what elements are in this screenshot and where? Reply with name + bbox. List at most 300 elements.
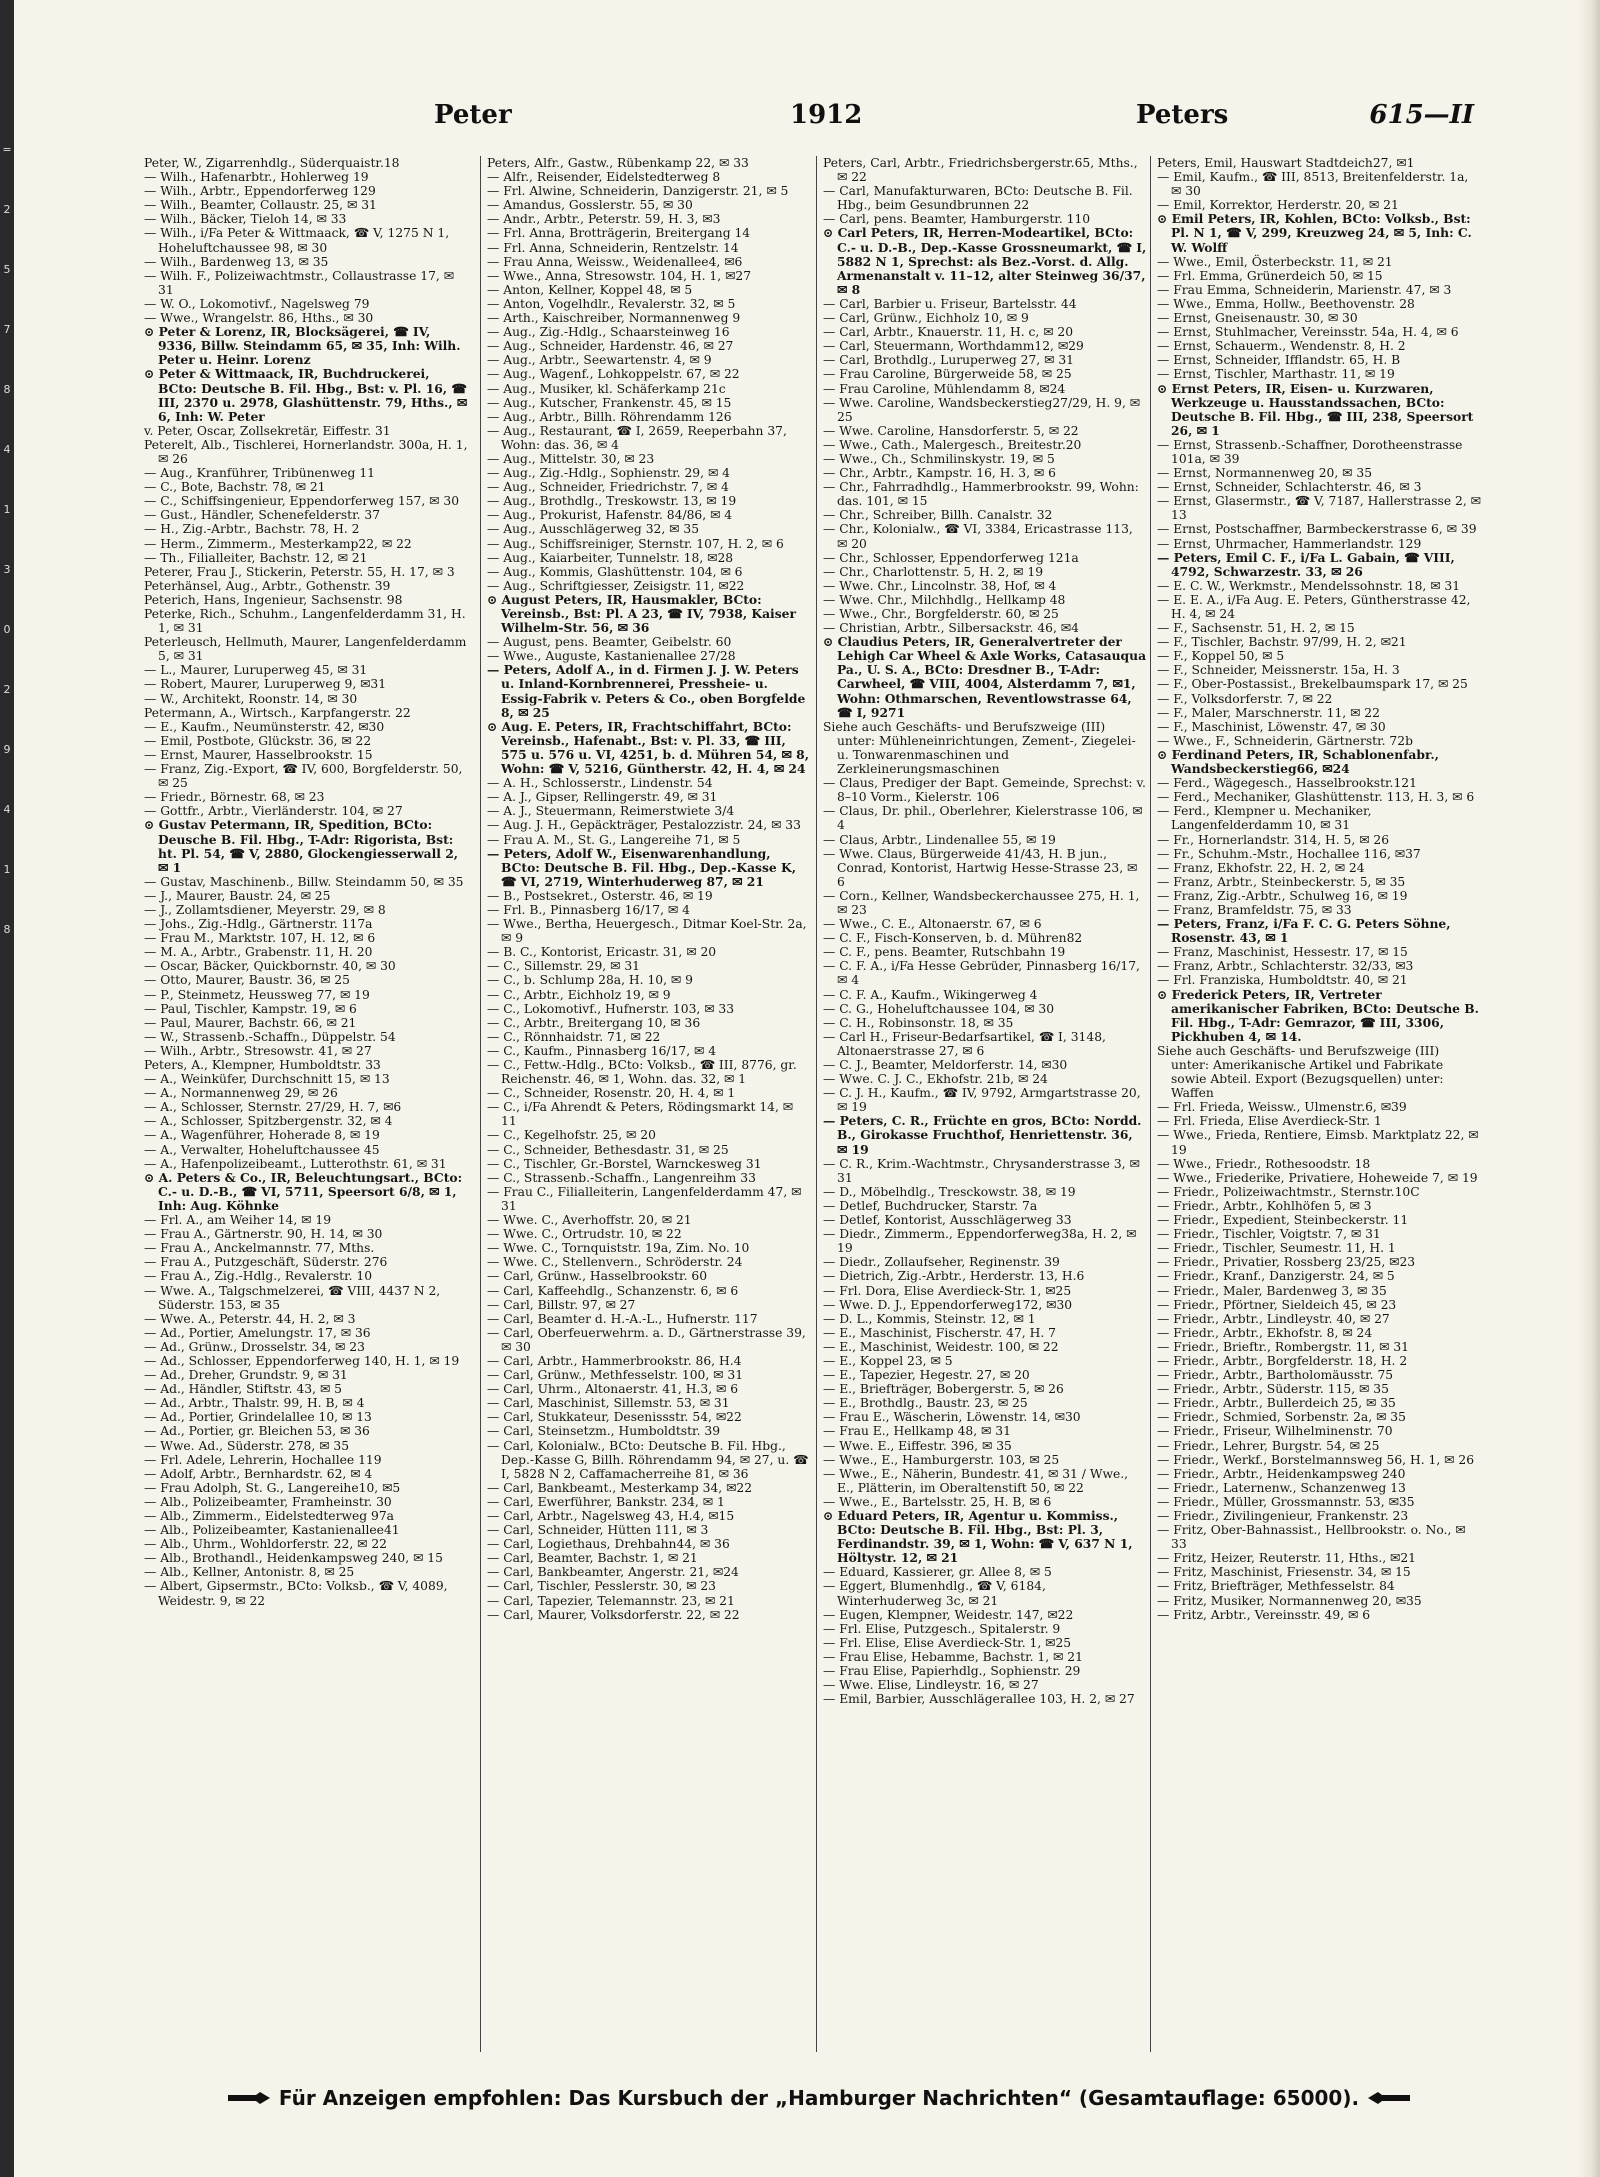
directory-entry: — Friedr., Arbtr., Heidenkampsweg 240 xyxy=(1157,1466,1406,1481)
directory-entry: — D. L., Kommis, Steinstr. 12, ✉ 1 xyxy=(823,1311,1036,1326)
directory-entry: — Frau A., Gärtnerstr. 90, H. 14, ✉ 30 xyxy=(144,1227,383,1242)
directory-entry: — Wwe. Chr., Milchhdlg., Hellkamp 48 xyxy=(823,592,1066,607)
directory-entry: — C., Sillemstr. 29, ✉ 31 xyxy=(487,959,640,974)
directory-entry: — A., Schlosser, Sternstr. 27/29, H. 7, ✉6 xyxy=(144,1100,402,1115)
directory-entry: — F., Maler, Marschnerstr. 11, ✉ 22 xyxy=(1157,705,1380,720)
directory-entry: — Carl, Tischler, Pesslerstr. 30, ✉ 23 xyxy=(487,1579,717,1594)
directory-entry: — E., Maschinist, Weidestr. 100, ✉ 22 xyxy=(823,1339,1059,1354)
directory-entry: — Frau E., Wäscherin, Löwenstr. 14, ✉30 xyxy=(823,1410,1081,1425)
firm-entry: ⊙ Ferdinand Peters, IR, Schablonenfabr., Wandsbeckerstieg66, ✉24 xyxy=(1157,746,1439,777)
directory-entry: — Wwe., Emma, Hollw., Beethovenstr. 28 xyxy=(1157,296,1415,311)
firm-entry: ⊙ Gustav Petermann, IR, Spedition, BCto: Deusche B. Fil. Hbg., T-Adr: Rigorista, Bst: ht. Pl. 54, ☎ V, 2880, Glockengiesserwall 2, ✉ 1 xyxy=(144,817,459,875)
directory-entry: — A., Weinküfer, Durchschnitt 15, ✉ 13 xyxy=(144,1072,390,1087)
directory-entry: — C., Schneider, Rosenstr. 20, H. 4, ✉ 1 xyxy=(487,1086,736,1101)
directory-entry: — C. F., pens. Beamter, Rutschbahn 19 xyxy=(823,945,1066,960)
directory-entry: — Friedr., Tischler, Voigtstr. 7, ✉ 31 xyxy=(1157,1227,1381,1242)
directory-entry: — Wwe., C. E., Altonaerstr. 67, ✉ 6 xyxy=(823,917,1042,932)
spine-mark: 2 xyxy=(3,683,11,696)
firm-entry: ⊙ Claudius Peters, IR, Generalvertreter der Lehigh Car Wheel & Axle Works, Catasauqua Pa., U. S. A., BCto: Dresdner B., T-Adr: Carwheel, ☎ VIII, 4004, Alsterdamm 7, ✉1, Wohn: Othmarschen, Reventlowstrasse 64, ☎ I, 9271 xyxy=(823,634,1147,720)
directory-entry: — Fritz, Maschinist, Friesenstr. 34, ✉ 15 xyxy=(1157,1565,1411,1580)
directory-entry: — Carl, pens. Beamter, Hamburgerstr. 110 xyxy=(823,212,1091,227)
directory-entry: — Wilh., Hafenarbtr., Hohlerweg 19 xyxy=(144,170,369,185)
directory-entry: — Wwe., Wrangelstr. 86, Hths., ✉ 30 xyxy=(144,311,374,326)
directory-entry: — L., Maurer, Luruperweg 45, ✉ 31 xyxy=(144,663,368,678)
directory-entry: — Carl, Ewerführer, Bankstr. 234, ✉ 1 xyxy=(487,1494,725,1509)
directory-entry: — Frl. Elise, Putzgesch., Spitalerstr. 9 xyxy=(823,1621,1061,1636)
directory-entry: — Friedr., Pförtner, Sieldeich 45, ✉ 23 xyxy=(1157,1297,1397,1312)
directory-entry: — A. J., Gipser, Rellingerstr. 49, ✉ 31 xyxy=(487,790,718,805)
footer-text: Für Anzeigen empfohlen: Das Kursbuch der „Hamburger Nachrichten“ (Gesamtauflage: 65000). xyxy=(278,2086,1360,2110)
directory-entry: — Frl. Franziska, Humboldtstr. 40, ✉ 21 xyxy=(1157,973,1408,988)
spine-mark: 2 xyxy=(3,203,11,216)
directory-entry: — Friedr., Zivilingenieur, Frankenstr. 23 xyxy=(1157,1509,1409,1523)
directory-entry: — Aug., Arbtr., Seewartenstr. 4, ✉ 9 xyxy=(487,353,712,368)
directory-entry: v. Peter, Oscar, Zollsekretär, Eiffestr. 31 xyxy=(144,423,391,438)
directory-entry: Peters, Emil, Hauswart Stadtdeich27, ✉1 xyxy=(1157,156,1415,170)
directory-entry: — E. C. W., Werkmstr., Mendelssohnstr. 18, ✉ 31 xyxy=(1157,578,1461,593)
directory-entry: — August, pens. Beamter, Geibelstr. 60 xyxy=(487,635,732,650)
directory-entry: — Ferd., Wägegesch., Hasselbrookstr.121 xyxy=(1157,776,1417,791)
directory-entry: — E., Koppel 23, ✉ 5 xyxy=(823,1353,953,1368)
directory-entry: — Frau Elise, Hebamme, Bachstr. 1, ✉ 21 xyxy=(823,1649,1083,1664)
directory-entry: — Ad., Grünw., Drosselstr. 34, ✉ 23 xyxy=(144,1339,365,1354)
directory-entry: — Carl, Steinsetzm., Humboldtstr. 39 xyxy=(487,1424,721,1439)
directory-entry: — Eduard, Kassierer, gr. Allee 8, ✉ 5 xyxy=(823,1565,1052,1580)
directory-entry: — Alb., Kellner, Antonistr. 8, ✉ 25 xyxy=(144,1565,355,1580)
directory-entry: — Aug., Zig.-Hdlg., Sophienstr. 29, ✉ 4 xyxy=(487,466,730,481)
directory-entry: — Diedr., Zimmerm., Eppendorferweg38a, H. 2, ✉ 19 xyxy=(823,1227,1137,1256)
directory-entry: — Andr., Arbtr., Peterstr. 59, H. 3, ✉3 xyxy=(487,212,721,227)
directory-entry: — Aug., Mittelstr. 30, ✉ 23 xyxy=(487,451,655,466)
directory-entry: — Detlef, Kontorist, Ausschlägerweg 33 xyxy=(823,1213,1072,1228)
directory-entry: — B., Postsekret., Osterstr. 46, ✉ 19 xyxy=(487,888,713,903)
directory-entry: — Friedr., Lehrer, Burgstr. 54, ✉ 25 xyxy=(1157,1438,1380,1453)
directory-entry: — Wilh., Beamter, Collaustr. 25, ✉ 31 xyxy=(144,198,377,213)
directory-column-1 xyxy=(144,156,468,2052)
spine-mark: 0 xyxy=(3,623,11,636)
directory-entry: — Ernst, Tischler, Marthastr. 11, ✉ 19 xyxy=(1157,367,1395,382)
directory-entry: — P., Steinmetz, Heussweg 77, ✉ 19 xyxy=(144,987,370,1002)
directory-entry: — Herm., Zimmerm., Mesterkamp22, ✉ 22 xyxy=(144,536,412,551)
directory-entry: — Claus, Prediger der Bapt. Gemeinde, Sprechst: v. 8–10 Vorm., Kielerstr. 106 xyxy=(823,776,1146,805)
directory-entry: — Carl, Logiethaus, Drehbahn44, ✉ 36 xyxy=(487,1537,730,1552)
directory-entry: — Wilh., i/Fa Peter & Wittmaack, ☎ V, 1275 N 1, Hoheluftchaussee 98, ✉ 30 xyxy=(144,226,450,255)
directory-entry: — Friedr., Kranf., Danzigerstr. 24, ✉ 5 xyxy=(1157,1269,1395,1284)
directory-entry: — Ernst, Gneisenaustr. 30, ✉ 30 xyxy=(1157,311,1358,326)
directory-entry: — Wilh., Arbtr., Stresowstr. 41, ✉ 27 xyxy=(144,1043,372,1058)
spine-marks xyxy=(0,120,14,960)
page-edge xyxy=(1578,0,1600,2177)
directory-entry: — Fritz, Arbtr., Vereinsstr. 49, ✉ 6 xyxy=(1157,1607,1371,1622)
directory-entry: — Carl, Tapezier, Telemannstr. 23, ✉ 21 xyxy=(487,1593,735,1608)
directory-entry: — Carl, Arbtr., Knauerstr. 11, H. c, ✉ 20 xyxy=(823,325,1074,340)
directory-entry: — Friedr., Arbtr., Kohlhöfen 5, ✉ 3 xyxy=(1157,1198,1372,1213)
directory-entry: — Wilh. F., Polizeiwachtmstr., Collaustrasse 17, ✉ 31 xyxy=(144,268,455,297)
spine-mark: 8 xyxy=(3,923,11,936)
directory-entry: — Claus, Dr. phil., Oberlehrer, Kielerstrasse 106, ✉ 4 xyxy=(823,804,1143,833)
directory-entry: — A., Verwalter, Hoheluftchaussee 45 xyxy=(144,1142,380,1157)
directory-entry: — C., i/Fa Ahrendt & Peters, Rödingsmarkt 14, ✉ 11 xyxy=(487,1100,794,1129)
directory-entry: — Ernst, Stuhlmacher, Vereinsstr. 54a, H. 4, ✉ 6 xyxy=(1157,325,1459,340)
directory-entry: — Alfr., Reisender, Eidelstedterweg 8 xyxy=(487,170,721,185)
directory-entry: — Ad., Arbtr., Thalstr. 99, H. B, ✉ 4 xyxy=(144,1396,365,1411)
directory-entry: — C. J., Beamter, Meldorferstr. 14, ✉30 xyxy=(823,1058,1068,1072)
firm-entry: — Peters, Adolf W., Eisenwarenhandlung, BCto: Deutsche B. Fil. Hbg., Dep.-Kasse K, ☎ VI, 2719, Winterhuderweg 87, ✉ 21 xyxy=(487,845,796,889)
directory-entry: — Wwe. C., Averhoffstr. 20, ✉ 21 xyxy=(487,1213,692,1228)
directory-entry: — Ad., Schlosser, Eppendorferweg 140, H. 1, ✉ 19 xyxy=(144,1353,460,1368)
directory-entry: — Alb., Polizeibeamter, Framheinstr. 30 xyxy=(144,1494,392,1509)
directory-entry: — W., Strassenb.-Schaffn., Düppelstr. 54 xyxy=(144,1029,396,1044)
directory-entry: — A. H., Schlosserstr., Lindenstr. 54 xyxy=(487,776,713,791)
directory-entry: — E., Maschinist, Fischerstr. 47, H. 7 xyxy=(823,1325,1056,1340)
header-right-keyword: Peters xyxy=(1136,100,1229,130)
spine-mark: 4 xyxy=(3,803,11,816)
directory-entry: — C., Kaufm., Pinnasberg 16/17, ✉ 4 xyxy=(487,1043,717,1058)
directory-entry: — Aug., Schneider, Friedrichstr. 7, ✉ 4 xyxy=(487,480,729,495)
directory-entry: — J., Maurer, Baustr. 24, ✉ 25 xyxy=(144,888,331,903)
directory-entry: — Carl, Stukkateur, Desenissstr. 54, ✉22 xyxy=(487,1410,742,1425)
directory-entry: Petermann, A., Wirtsch., Karpfangerstr. 22 xyxy=(144,705,411,720)
directory-entry: — C. R., Krim.-Wachtmstr., Chrysanderstrasse 3, ✉ 31 xyxy=(823,1156,1140,1185)
directory-entry: — Aug., Kranführer, Tribünenweg 11 xyxy=(144,466,375,481)
directory-entry: — Aug., Schiffsreiniger, Sternstr. 107, H. 2, ✉ 6 xyxy=(487,536,784,551)
directory-entry: — A., Normannenweg 29, ✉ 26 xyxy=(144,1086,338,1101)
directory-entry: — Chr., Kolonialw., ☎ VI, 3384, Ericastrasse 113, ✉ 20 xyxy=(823,522,1133,551)
directory-entry: — C., Arbtr., Eichholz 19, ✉ 9 xyxy=(487,987,671,1002)
directory-entry: — C., Arbtr., Breitergang 10, ✉ 36 xyxy=(487,1015,701,1030)
directory-entry: — E. E. A., i/Fa Aug. E. Peters, Güntherstrasse 42, H. 4, ✉ 24 xyxy=(1157,592,1471,621)
directory-entry: — A., Schlosser, Spitzbergenstr. 32, ✉ 4 xyxy=(144,1114,393,1129)
directory-entry: — Adolf, Arbtr., Bernhardstr. 62, ✉ 4 xyxy=(144,1466,373,1481)
directory-entry: — Arth., Kaischreiber, Normannenweg 9 xyxy=(487,311,741,326)
directory-entry: — Frau Emma, Schneiderin, Marienstr. 47, ✉ 3 xyxy=(1157,282,1452,297)
directory-entry: Peterke, Rich., Schuhm., Langenfelderdamm 31, H. 1, ✉ 31 xyxy=(144,607,466,636)
directory-entry: — Carl, Arbtr., Nagelsweg 43, H.4, ✉15 xyxy=(487,1509,735,1523)
directory-entry: — Christian, Arbtr., Silbersackstr. 46, ✉4 xyxy=(823,621,1079,636)
directory-entry: — Franz, Arbtr., Schlachterstr. 32/33, ✉3 xyxy=(1157,959,1414,974)
directory-entry: Peterich, Hans, Ingenieur, Sachsenstr. 98 xyxy=(144,592,403,607)
directory-entry: — Frl. Frieda, Weissw., Ulmenstr.6, ✉39 xyxy=(1157,1100,1407,1115)
directory-entry: — Frl. Emma, Grünerdeich 50, ✉ 15 xyxy=(1157,268,1383,283)
directory-entry: — Friedr., Arbtr., Borgfelderstr. 18, H. 2 xyxy=(1157,1353,1408,1368)
spine-mark: 1 xyxy=(3,863,11,876)
directory-entry: — Aug., Arbtr., Billh. Röhrendamm 126 xyxy=(487,409,732,424)
directory-entry: — Frl. Dora, Elise Averdieck-Str. 1, ✉25 xyxy=(823,1283,1072,1298)
directory-entry: — Ernst, Schneider, Ifflandstr. 65, H. B xyxy=(1157,353,1401,368)
directory-entry: — Franz, Arbtr., Steinbeckerstr. 5, ✉ 35 xyxy=(1157,874,1406,889)
directory-entry: — Carl, Oberfeuerwehrm. a. D., Gärtnerstrasse 39, ✉ 30 xyxy=(487,1325,806,1354)
directory-entry: — Carl, Bankbeamt., Mesterkamp 34, ✉22 xyxy=(487,1480,753,1495)
directory-entry: — Ernst, Maurer, Hasselbrookstr. 15 xyxy=(144,747,373,762)
directory-entry: — Wilh., Arbtr., Eppendorferweg 129 xyxy=(144,184,376,199)
directory-columns xyxy=(144,156,1481,2052)
directory-entry: — Albert, Gipsermstr., BCto: Volksb., ☎ V, 4089, Weidestr. 9, ✉ 22 xyxy=(144,1579,448,1608)
pointing-hand-left-icon xyxy=(1366,2087,1412,2103)
directory-entry: — Friedr., Laternenw., Schanzenweg 13 xyxy=(1157,1480,1406,1495)
directory-entry: — Carl, Beamter d. H.-A.-L., Hufnerstr. 117 xyxy=(487,1311,758,1326)
directory-entry: — Carl, Arbtr., Hammerbrookstr. 86, H.4 xyxy=(487,1353,742,1368)
firm-entry: ⊙ August Peters, IR, Hausmakler, BCto: Vereinsb., Bst: Pl. A 23, ☎ IV, 7938, Kaiser Wilhelm-Str. 56, ✉ 36 xyxy=(487,591,796,636)
directory-entry: — Friedr., Arbtr., Bartholomäusstr. 75 xyxy=(1157,1368,1394,1383)
directory-entry: — Carl, Kaffeehdlg., Schanzenstr. 6, ✉ 6 xyxy=(487,1283,739,1298)
directory-entry: — Ernst, Glasermstr., ☎ V, 7187, Hallerstrasse 2, ✉ 13 xyxy=(1157,494,1481,523)
directory-entry: — Frau Adolph, St. G., Langereihe10, ✉5 xyxy=(144,1480,401,1495)
directory-entry: Peterer, Frau J., Stickerin, Peterstr. 55, H. 17, ✉ 3 xyxy=(144,564,455,579)
directory-entry: — Wwe., Friederike, Privatiere, Hoheweide 7, ✉ 19 xyxy=(1157,1170,1478,1185)
directory-entry: — Detlef, Buchdrucker, Starstr. 7a xyxy=(823,1198,1038,1213)
firm-entry: ⊙ Aug. E. Peters, IR, Frachtschiffahrt, BCto: Vereinsb., Hafenabt., Bst: v. Pl. 33, ☎ III, 575 u. 576 u. VI, 4251, b. d. Mühren 54, ✉ 8, Wohn: ☎ V, 5216, Güntherstr. 42, H. 4, ✉ 24 xyxy=(487,718,809,777)
directory-entry: — Frl. Anna, Brotträgerin, Breitergang 14 xyxy=(487,226,751,241)
directory-entry: — Wilh., Bardenweg 13, ✉ 35 xyxy=(144,254,329,269)
directory-entry: — Johs., Zig.-Hdlg., Gärtnerstr. 117a xyxy=(144,917,373,932)
directory-entry: — C., Lokomotivf., Hufnerstr. 103, ✉ 33 xyxy=(487,1001,735,1016)
directory-entry: — Ernst, Strassenb.-Schaffner, Dorotheenstrasse 101a, ✉ 39 xyxy=(1157,437,1463,466)
directory-entry: — Carl, Grünw., Eichholz 10, ✉ 9 xyxy=(823,311,1029,326)
directory-entry: — J., Zollamtsdiener, Meyerstr. 29, ✉ 8 xyxy=(144,902,386,917)
directory-entry: — A. J., Steuermann, Reimerstwiete 3/4 xyxy=(487,804,735,819)
directory-entry: — Franz, Bramfeldstr. 75, ✉ 33 xyxy=(1157,902,1352,917)
directory-entry: — Frl. Frieda, Elise Averdieck-Str. 1 xyxy=(1157,1114,1382,1129)
directory-entry: — E., Brothdlg., Baustr. 23, ✉ 25 xyxy=(823,1396,1028,1411)
directory-entry: — D., Möbelhdlg., Tresckowstr. 38, ✉ 19 xyxy=(823,1184,1076,1199)
pointing-hand-right-icon xyxy=(226,2087,272,2103)
directory-entry: — Frau Elise, Papierhdlg., Sophienstr. 29 xyxy=(823,1664,1081,1679)
header-left-keyword: Peter xyxy=(434,100,512,130)
directory-entry: — C. H., Robinsonstr. 18, ✉ 35 xyxy=(823,1015,1014,1030)
directory-entry: — B. C., Kontorist, Ericastr. 31, ✉ 20 xyxy=(487,945,717,960)
directory-entry: — Friedr., Schmied, Sorbenstr. 2a, ✉ 35 xyxy=(1157,1410,1406,1425)
firm-entry: ⊙ Emil Peters, IR, Kohlen, BCto: Volksb., Bst: Pl. N 1, ☎ V, 299, Kreuzweg 24, ✉ 5, Inh: C. W. Wolff xyxy=(1157,211,1472,255)
directory-entry: — Gottfr., Arbtr., Vierländerstr. 104, ✉ 27 xyxy=(144,804,403,819)
directory-entry: Peterhänsel, Aug., Arbtr., Gothenstr. 39 xyxy=(144,578,391,593)
directory-entry: — Wwe. A., Talgschmelzerei, ☎ VIII, 4437 N 2, Süderstr. 153, ✉ 35 xyxy=(144,1283,441,1312)
directory-entry: — Alb., Zimmerm., Eidelstedterweg 97a xyxy=(144,1509,395,1523)
directory-entry: — Friedr., Friseur, Wilhelminenstr. 70 xyxy=(1157,1424,1393,1439)
directory-entry: — A., Wagenführer, Hoherade 8, ✉ 19 xyxy=(144,1128,380,1143)
directory-entry: — C., Rönnhaidstr. 71, ✉ 22 xyxy=(487,1029,661,1044)
directory-entry: — Fritz, Musiker, Normannenweg 20, ✉35 xyxy=(1157,1593,1422,1608)
directory-entry: — E., Tapezier, Hegestr. 27, ✉ 20 xyxy=(823,1368,1030,1383)
directory-entry: — Wwe., Auguste, Kastanienallee 27/28 xyxy=(487,649,736,664)
directory-entry: — F., Sachsenstr. 51, H. 2, ✉ 15 xyxy=(1157,621,1355,636)
directory-entry: — Frau A., Anckelmannstr. 77, Mths. xyxy=(144,1241,375,1256)
directory-entry: — Franz, Maschinist, Hessestr. 17, ✉ 15 xyxy=(1157,945,1408,960)
directory-entry: — Emil, Korrektor, Herderstr. 20, ✉ 21 xyxy=(1157,198,1399,213)
directory-entry: — C. F. A., i/Fa Hesse Gebrüder, Pinnasberg 16/17, ✉ 4 xyxy=(823,959,1140,988)
directory-entry: — Ad., Händler, Stiftstr. 43, ✉ 5 xyxy=(144,1382,342,1397)
directory-entry: — Chr., Schreiber, Billh. Canalstr. 32 xyxy=(823,508,1053,523)
directory-entry: — C. G., Hoheluftchaussee 104, ✉ 30 xyxy=(823,1001,1055,1016)
directory-entry: — Amandus, Gosslerstr. 55, ✉ 30 xyxy=(487,198,693,213)
directory-column-2 xyxy=(480,156,811,2052)
directory-entry: — Frl. A., am Weiher 14, ✉ 19 xyxy=(144,1213,332,1228)
directory-entry: — F., Koppel 50, ✉ 5 xyxy=(1157,649,1285,664)
directory-entry: — Friedr., Tischler, Seumestr. 11, H. 1 xyxy=(1157,1241,1396,1256)
directory-entry: — Wwe., Friedr., Rothesoodstr. 18 xyxy=(1157,1156,1371,1171)
spine-mark: 5 xyxy=(3,263,11,276)
spine-mark: 9 xyxy=(3,743,11,756)
directory-entry: — Emil, Postbote, Glückstr. 36, ✉ 22 xyxy=(144,733,372,748)
directory-entry: — Anton, Vogelhdlr., Revalerstr. 32, ✉ 5 xyxy=(487,296,736,311)
directory-entry: — Fr., Schuhm.-Mstr., Hochallee 116, ✉37 xyxy=(1157,846,1421,861)
directory-entry: — Alb., Brothandl., Heidenkampsweg 240, ✉ 15 xyxy=(144,1551,443,1566)
directory-entry: — C., Schneider, Bethesdastr. 31, ✉ 25 xyxy=(487,1142,729,1157)
directory-entry: — Chr., Schlosser, Eppendorferweg 121a xyxy=(823,550,1079,565)
directory-entry: — Ernst, Postschaffner, Barmbeckerstrasse 6, ✉ 39 xyxy=(1157,522,1477,537)
spine-mark: 1 xyxy=(3,503,11,516)
directory-entry: — Wwe., E., Näherin, Bundestr. 41, ✉ 31 / Wwe., E., Plätterin, im Oberaltenstift 50, ✉ 22 xyxy=(823,1466,1129,1495)
directory-entry: — Friedr., Arbtr., Süderstr. 115, ✉ 35 xyxy=(1157,1382,1389,1397)
directory-entry: — Wwe., Frieda, Rentiere, Eimsb. Marktplatz 22, ✉ 19 xyxy=(1157,1128,1479,1157)
directory-entry: — Frl. Anna, Schneiderin, Rentzelstr. 14 xyxy=(487,240,739,255)
directory-entry: — Carl H., Friseur-Bedarfsartikel, ☎ I, 3148, Altonaerstrasse 27, ✉ 6 xyxy=(823,1029,1106,1058)
directory-entry: — Friedr., Werkf., Borstelmannsweg 56, H. 1, ✉ 26 xyxy=(1157,1452,1475,1467)
directory-entry: — Wwe. A., Peterstr. 44, H. 2, ✉ 3 xyxy=(144,1311,356,1326)
directory-entry: Peterelt, Alb., Tischlerei, Hornerlandstr. 300a, H. 1, ✉ 26 xyxy=(144,437,468,466)
directory-entry: — Paul, Maurer, Bachstr. 66, ✉ 21 xyxy=(144,1015,357,1030)
directory-entry: — Ernst, Normannenweg 20, ✉ 35 xyxy=(1157,466,1373,481)
directory-entry: — W., Architekt, Roonstr. 14, ✉ 30 xyxy=(144,691,358,706)
directory-entry: — Carl, Beamter, Bachstr. 1, ✉ 21 xyxy=(487,1551,698,1566)
directory-entry: — Wwe., Anna, Stresowstr. 104, H. 1, ✉27 xyxy=(487,268,752,283)
directory-entry: — Friedr., Arbtr., Lindleystr. 40, ✉ 27 xyxy=(1157,1311,1390,1326)
directory-entry: — Wwe. C., Tornquiststr. 19a, Zim. No. 10 xyxy=(487,1241,750,1256)
directory-entry: — Carl, Manufakturwaren, BCto: Deutsche B. Fil. Hbg., beim Gesundbrunnen 22 xyxy=(823,184,1133,213)
directory-entry: — Frau M., Marktstr. 107, H. 12, ✉ 6 xyxy=(144,931,376,946)
directory-entry: — Otto, Maurer, Baustr. 36, ✉ 25 xyxy=(144,973,350,988)
directory-entry: Siehe auch Geschäfts- und Berufszweige (III) unter: Mühleneinrichtungen, Zement-, Ziegelei- u. Tonwarenmaschinen und Zerkleinerungsmaschinen xyxy=(823,719,1136,777)
firm-entry: ⊙ Peter & Lorenz, IR, Blocksägerei, ☎ IV, 9336, Billw. Steindamm 65, ✉ 35, Inh: Wilh. Peter u. Heinr. Lorenz xyxy=(144,324,461,368)
directory-entry: — Diedr., Zollaufseher, Reginenstr. 39 xyxy=(823,1255,1060,1270)
directory-entry: — Carl, Brothdlg., Luruperweg 27, ✉ 31 xyxy=(823,353,1074,368)
directory-entry: — Frl. Elise, Elise Averdieck-Str. 1, ✉25 xyxy=(823,1635,1072,1650)
directory-entry: — Eugen, Klempner, Weidestr. 147, ✉22 xyxy=(823,1607,1074,1622)
directory-entry: — Frau Anna, Weissw., Weidenallee4, ✉6 xyxy=(487,254,743,269)
directory-entry: — Frau Caroline, Mühlendamm 8, ✉24 xyxy=(823,381,1066,396)
page-header xyxy=(144,100,1474,140)
directory-entry: — Frau Caroline, Bürgerweide 58, ✉ 25 xyxy=(823,367,1072,382)
directory-entry: — Ad., Dreher, Grundstr. 9, ✉ 31 xyxy=(144,1368,348,1383)
directory-entry: — Carl, Maurer, Volksdorferstr. 22, ✉ 22 xyxy=(487,1607,740,1622)
directory-entry: — Wwe., F., Schneiderin, Gärtnerstr. 72b xyxy=(1157,733,1413,748)
directory-entry: — H., Zig.-Arbtr., Bachstr. 78, H. 2 xyxy=(144,522,360,537)
directory-entry: — Gust., Händler, Schenefelderstr. 37 xyxy=(144,508,381,523)
directory-entry: — Carl, Schneider, Hütten 111, ✉ 3 xyxy=(487,1523,709,1538)
directory-entry: — Aug., Schriftgiesser, Zeisigstr. 11, ✉22 xyxy=(487,578,745,593)
firm-entry: — Peters, Emil C. F., i/Fa L. Gabain, ☎ VIII, 4792, Schwarzestr. 33, ✉ 26 xyxy=(1157,549,1455,579)
directory-entry: — Fr., Hornerlandstr. 314, H. 5, ✉ 26 xyxy=(1157,832,1390,847)
advertisement-footer xyxy=(164,2086,1474,2126)
directory-entry: — Friedr., Börnestr. 68, ✉ 23 xyxy=(144,790,325,805)
firm-entry: ⊙ Peter & Wittmaack, IR, Buchdruckerei, BCto: Deutsche B. Fil. Hbg., Bst: v. Pl. 16, ☎ III, 2370 u. 2978, Glashüttenstr. 79, Hths., ✉ 6, Inh: W. Peter xyxy=(144,366,468,424)
directory-entry: — Wwe., Chr., Borgfelderstr. 60, ✉ 25 xyxy=(823,607,1059,621)
directory-entry: — F., Schneider, Meissnerstr. 15a, H. 3 xyxy=(1157,663,1400,678)
firm-entry: ⊙ Carl Peters, IR, Herren-Modeartikel, BCto: C.- u. D.-B., Dep.-Kasse Grossneumarkt, ☎ I, 5882 N 1, Sprechst: als Bez.-Vorst. d. Allg. Armenanstalt v. 11–12, alter Steinweg 36/37, ✉ 8 xyxy=(823,225,1147,297)
directory-entry: — Carl, Uhrm., Altonaerstr. 41, H.3, ✉ 6 xyxy=(487,1382,739,1397)
directory-entry: — Dietrich, Zig.-Arbtr., Herderstr. 13, H.6 xyxy=(823,1269,1085,1284)
directory-entry: — Wwe., Bertha, Heuergesch., Ditmar Koel-Str. 2a, ✉ 9 xyxy=(487,917,807,946)
directory-entry: — Wwe. Elise, Lindleystr. 16, ✉ 27 xyxy=(823,1678,1039,1693)
directory-entry: — Carl, Barbier u. Friseur, Bartelsstr. 44 xyxy=(823,296,1077,311)
firm-entry: ⊙ A. Peters & Co., IR, Beleuchtungsart., BCto: C.- u. D.-B., ☎ VI, 5711, Speersort 6/8, ✉ 1, Inh: Aug. Köhnke xyxy=(144,1169,463,1213)
directory-entry: — Alb., Uhrm., Wohldorferstr. 22, ✉ 22 xyxy=(144,1537,388,1552)
directory-entry: — Wwe. Caroline, Wandsbeckerstieg27/29, H. 9, ✉ 25 xyxy=(823,395,1141,424)
directory-entry: — Th., Filialleiter, Bachstr. 12, ✉ 21 xyxy=(144,550,368,565)
directory-entry: — Friedr., Brieftr., Rombergstr. 11, ✉ 31 xyxy=(1157,1339,1409,1354)
directory-entry: — Aug., Ausschlägerweg 32, ✉ 35 xyxy=(487,522,700,537)
directory-entry: — Wwe., E., Hamburgerstr. 103, ✉ 25 xyxy=(823,1452,1060,1467)
directory-entry: — Chr., Charlottenstr. 5, H. 2, ✉ 19 xyxy=(823,564,1044,579)
directory-entry: — F., Ober-Postassist., Brekelbaumspark 17, ✉ 25 xyxy=(1157,677,1468,692)
directory-entry: Peterleusch, Hellmuth, Maurer, Langenfelderdamm 5, ✉ 31 xyxy=(144,635,467,664)
directory-entry: — C., Strassenb.-Schaffn., Langenreihm 33 xyxy=(487,1170,756,1185)
directory-entry: — Frau C., Filialleiterin, Langenfelderdamm 47, ✉ 31 xyxy=(487,1184,802,1213)
directory-entry: — Carl, Maschinist, Sillemstr. 53, ✉ 31 xyxy=(487,1396,730,1411)
directory-entry: — Carl, Grünw., Methfesselstr. 100, ✉ 31 xyxy=(487,1368,744,1383)
directory-entry: — Wwe. C. J. C., Ekhofstr. 21b, ✉ 24 xyxy=(823,1072,1048,1087)
directory-entry: — Friedr., Privatier, Rossberg 23/25, ✉23 xyxy=(1157,1255,1416,1270)
directory-entry: — Claus, Arbtr., Lindenallee 55, ✉ 19 xyxy=(823,832,1056,847)
directory-entry: — Aug., Kommis, Glashüttenstr. 104, ✉ 6 xyxy=(487,564,743,579)
directory-entry: — Frl. Alwine, Schneiderin, Danzigerstr. 21, ✉ 5 xyxy=(487,184,789,199)
directory-column-3 xyxy=(816,156,1147,2052)
directory-entry: — Chr., Arbtr., Kampstr. 16, H. 3, ✉ 6 xyxy=(823,466,1056,481)
directory-entry: — Eggert, Blumenhdlg., ☎ V, 6184, Winterhuderweg 3c, ✉ 21 xyxy=(823,1579,1046,1608)
firm-entry: ⊙ Ernst Peters, IR, Eisen- u. Kurzwaren, Werkzeuge u. Hausstandssachen, BCto: Deutsche B. Fil. Hbg., ☎ III, 238, Speersort 26, ✉ 1 xyxy=(1157,380,1474,438)
directory-entry: — C., Kegelhofstr. 25, ✉ 20 xyxy=(487,1128,656,1143)
spine-mark: = xyxy=(2,143,12,156)
spine-mark: 8 xyxy=(3,383,11,396)
spine-mark: 4 xyxy=(3,443,11,456)
directory-entry: — Anton, Kellner, Koppel 48, ✉ 5 xyxy=(487,282,693,297)
directory-column-4 xyxy=(1150,156,1481,2052)
firm-entry: ⊙ Eduard Peters, IR, Agentur u. Kommiss., BCto: Deutsche B. Fil. Hbg., Bst: Pl. 3, Ferdinandstr. 39, ✉ 1, Wohn: ☎ V, 637 N 1, Höltystr. 12, ✉ 21 xyxy=(823,1508,1133,1566)
directory-entry: — Carl, Grünw., Hasselbrookstr. 60 xyxy=(487,1269,708,1284)
directory-entry: — C., Fettw.-Hdlg., BCto: Volksb., ☎ III, 8776, gr. Reichenstr. 46, ✉ 1, Wohn. das. 32, ✉ 1 xyxy=(487,1058,797,1087)
firm-entry: — Peters, Adolf A., in d. Firmen J. J. W. Peters u. Inland-Kornbrennerei, Pressheie- u. Essig-Fabrik v. Peters & Co., oben Borgfelde 8, ✉ 25 xyxy=(487,662,806,720)
directory-entry: — F., Maschinist, Löwenstr. 47, ✉ 30 xyxy=(1157,719,1386,734)
directory-entry: — Wwe., E., Bartelsstr. 25, H. B, ✉ 6 xyxy=(823,1494,1052,1509)
directory-entry: — Carl, Billstr. 97, ✉ 27 xyxy=(487,1297,636,1312)
spine-mark: 3 xyxy=(3,563,11,576)
book-spine xyxy=(0,0,14,2177)
directory-entry: — Gustav, Maschinenb., Billw. Steindamm 50, ✉ 35 xyxy=(144,874,464,889)
directory-entry: — Wwe. Ad., Süderstr. 278, ✉ 35 xyxy=(144,1438,350,1453)
directory-entry: — F., Tischler, Bachstr. 97/99, H. 2, ✉21 xyxy=(1157,635,1407,650)
directory-entry: — Wwe., Emil, Österbeckstr. 11, ✉ 21 xyxy=(1157,254,1393,269)
directory-page xyxy=(14,0,1600,2177)
directory-entry: — Aug., Kaiarbeiter, Tunnelstr. 18, ✉28 xyxy=(487,550,734,565)
directory-entry: — Carl, Kolonialw., BCto: Deutsche B. Fil. Hbg., Dep.-Kasse G, Billh. Röhrendamm 94, ✉ 27, u. ☎ I, 5828 N 2, Caffamacherreihe 81, ✉ 36 xyxy=(487,1438,809,1481)
spine-mark: 7 xyxy=(3,323,11,336)
directory-entry: — Wilh., Bäcker, Tieloh 14, ✉ 33 xyxy=(144,212,347,227)
directory-entry: — C. F., Fisch-Konserven, b. d. Mühren82 xyxy=(823,931,1083,946)
directory-entry: — Wwe. E., Eiffestr. 396, ✉ 35 xyxy=(823,1438,1012,1453)
directory-entry: — Wwe. C., Ortrudstr. 10, ✉ 22 xyxy=(487,1227,682,1242)
directory-entry: — Ernst, Schauerm., Wendenstr. 8, H. 2 xyxy=(1157,339,1406,354)
directory-entry: — Fritz, Briefträger, Methfesselstr. 84 xyxy=(1157,1579,1395,1594)
directory-entry: — Franz, Ekhofstr. 22, H. 2, ✉ 24 xyxy=(1157,860,1365,875)
directory-entry: — Frau A., Zig.-Hdlg., Revalerstr. 10 xyxy=(144,1269,373,1284)
directory-entry: — E., Kaufm., Neumünsterstr. 42, ✉30 xyxy=(144,719,385,734)
directory-entry: — Aug., Prokurist, Hafenstr. 84/86, ✉ 4 xyxy=(487,508,733,523)
directory-entry: — Franz, Zig.-Export, ☎ IV, 600, Borgfelderstr. 50, ✉ 25 xyxy=(144,762,463,791)
directory-entry: — Frl. B., Pinnasberg 16/17, ✉ 4 xyxy=(487,902,690,917)
directory-entry: — Frau A., Putzgeschäft, Süderstr. 276 xyxy=(144,1255,388,1270)
directory-entry: — Fritz, Heizer, Reuterstr. 11, Hths., ✉21 xyxy=(1157,1551,1417,1566)
header-year: 1912 xyxy=(790,100,863,130)
firm-entry: — Peters, C. R., Früchte en gros, BCto: Nordd. B., Girokasse Fruchthof, Henriettenstr. 36, ✉ 19 xyxy=(823,1113,1142,1157)
